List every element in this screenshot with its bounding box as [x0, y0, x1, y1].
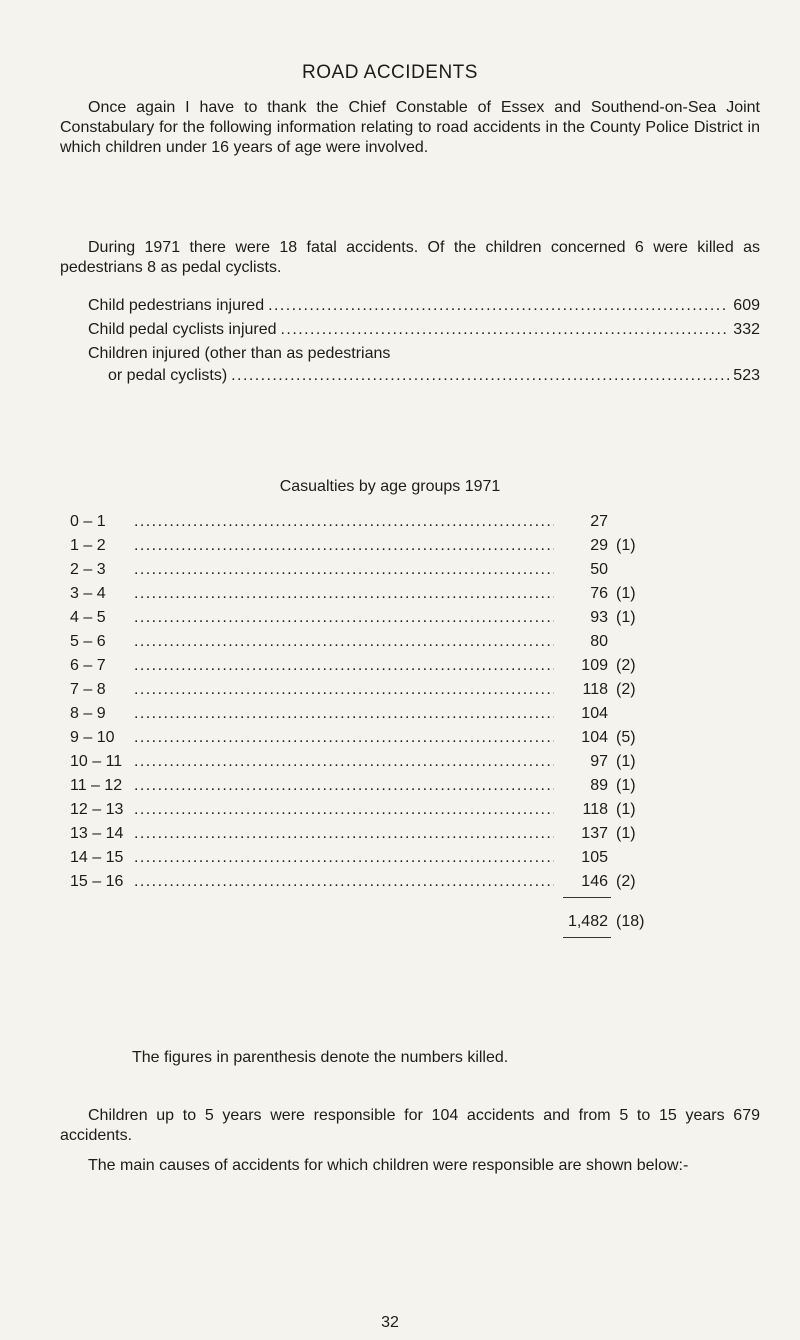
dot-leader — [134, 534, 554, 558]
dot-leader — [231, 366, 729, 386]
age-range: 9 – 10 — [70, 729, 115, 746]
dot-leader — [134, 510, 554, 534]
dot-leader — [134, 822, 554, 846]
killed-count: (2) — [616, 657, 636, 674]
casualty-count: 118 — [582, 801, 608, 818]
page-title: ROAD ACCIDENTS — [302, 62, 478, 83]
total-killed: (18) — [616, 913, 645, 930]
table-row — [70, 678, 670, 702]
dot-leader — [134, 846, 554, 870]
total-rule-bottom — [563, 937, 611, 938]
age-range: 7 – 8 — [70, 681, 106, 698]
table-row — [70, 702, 670, 726]
dot-leader — [134, 726, 554, 750]
dot-leader — [134, 654, 554, 678]
table-row — [70, 726, 670, 750]
casualty-count: 93 — [590, 609, 608, 626]
dot-leader — [134, 702, 554, 726]
table-row — [70, 846, 670, 870]
casualty-count: 146 — [581, 873, 608, 890]
stat-other-label-line1: Children injured (other than as pedestrians — [88, 345, 391, 362]
table-row — [70, 510, 670, 534]
table-row — [70, 774, 670, 798]
casualty-count: 76 — [590, 585, 608, 602]
stat-label: Child pedal cyclists injured — [88, 321, 277, 338]
dot-leader — [134, 798, 554, 822]
stat-label: or pedal cyclists) — [108, 367, 228, 384]
stat-value: 332 — [733, 321, 760, 338]
age-range: 13 – 14 — [70, 825, 124, 842]
age-range: 8 – 9 — [70, 705, 106, 722]
age-range: 14 – 15 — [70, 849, 124, 866]
age-range: 12 – 13 — [70, 801, 124, 818]
dot-leader — [134, 678, 554, 702]
casualty-count: 80 — [590, 633, 608, 650]
causes-intro-paragraph: The main causes of accidents for which children were responsible are shown below:- — [88, 1157, 689, 1174]
stat-value: 523 — [733, 367, 760, 384]
stat-value: 609 — [733, 297, 760, 314]
age-range: 10 – 11 — [70, 753, 123, 770]
killed-count: (1) — [616, 585, 636, 602]
table-row — [70, 750, 670, 774]
table-row — [70, 582, 670, 606]
stat-child-cyclists — [88, 320, 760, 340]
killed-count: (2) — [616, 681, 636, 698]
table-title: Casualties by age groups 1971 — [279, 478, 501, 495]
killed-count: (2) — [616, 873, 636, 890]
table-row — [70, 606, 670, 630]
age-range: 0 – 1 — [70, 513, 106, 530]
total-count: 1,482 — [567, 913, 608, 930]
table-row — [70, 798, 670, 822]
killed-count: (1) — [616, 753, 636, 770]
casualty-count: 109 — [581, 657, 608, 674]
casualty-count: 104 — [581, 705, 608, 722]
table-row — [70, 534, 670, 558]
table-row — [70, 822, 670, 846]
table-row — [70, 870, 670, 894]
responsibility-paragraph: Children up to 5 years were responsible for 104 accidents and from 5 to 15 years 679 accidents. — [60, 1107, 760, 1144]
killed-count: (1) — [616, 537, 636, 554]
casualty-count: 105 — [581, 849, 608, 866]
age-range: 1 – 2 — [70, 537, 106, 554]
age-range: 3 – 4 — [70, 585, 106, 602]
killed-count: (1) — [616, 801, 636, 818]
dot-leader — [134, 750, 554, 774]
age-range: 6 – 7 — [70, 657, 106, 674]
killed-count: (5) — [616, 729, 636, 746]
fatal-summary-paragraph: During 1971 there were 18 fatal accidents. Of the children concerned 6 were killed as pedestrians 8 as pedal cyclists. — [60, 239, 760, 276]
dot-leader — [134, 558, 554, 582]
stat-child-pedestrians — [88, 296, 760, 316]
total-rule-top — [563, 897, 611, 898]
casualty-count: 137 — [581, 825, 608, 842]
dot-leader — [268, 296, 729, 316]
stat-other-children — [108, 366, 760, 386]
dot-leader — [134, 630, 554, 654]
killed-count: (1) — [616, 777, 636, 794]
stat-label: Child pedestrians injured — [88, 297, 265, 314]
casualty-count: 50 — [590, 561, 608, 578]
age-range: 15 – 16 — [70, 873, 124, 890]
age-range: 5 – 6 — [70, 633, 106, 650]
total-row — [70, 910, 670, 934]
dot-leader — [134, 582, 554, 606]
dot-leader — [134, 870, 554, 894]
dot-leader — [134, 774, 554, 798]
casualty-count: 118 — [582, 681, 608, 698]
footnote: The figures in parenthesis denote the numbers killed. — [132, 1049, 509, 1066]
age-range: 4 – 5 — [70, 609, 106, 626]
casualty-count: 89 — [590, 777, 608, 794]
casualty-count: 97 — [590, 753, 608, 770]
page-number: 32 — [381, 1314, 399, 1331]
killed-count: (1) — [616, 825, 636, 842]
casualty-count: 27 — [590, 513, 608, 530]
killed-count: (1) — [616, 609, 636, 626]
age-range: 11 – 12 — [70, 777, 123, 794]
dot-leader — [281, 320, 730, 340]
table-row — [70, 630, 670, 654]
casualty-count: 104 — [581, 729, 608, 746]
casualty-count: 29 — [590, 537, 608, 554]
table-row — [70, 654, 670, 678]
dot-leader — [134, 606, 554, 630]
table-row — [70, 558, 670, 582]
age-range: 2 – 3 — [70, 561, 106, 578]
intro-paragraph: Once again I have to thank the Chief Constable of Essex and Southend-on-Sea Joint Constabulary for the following information relating to road accidents in the County Police District in which children under 16 years of age were involved. — [60, 99, 760, 156]
